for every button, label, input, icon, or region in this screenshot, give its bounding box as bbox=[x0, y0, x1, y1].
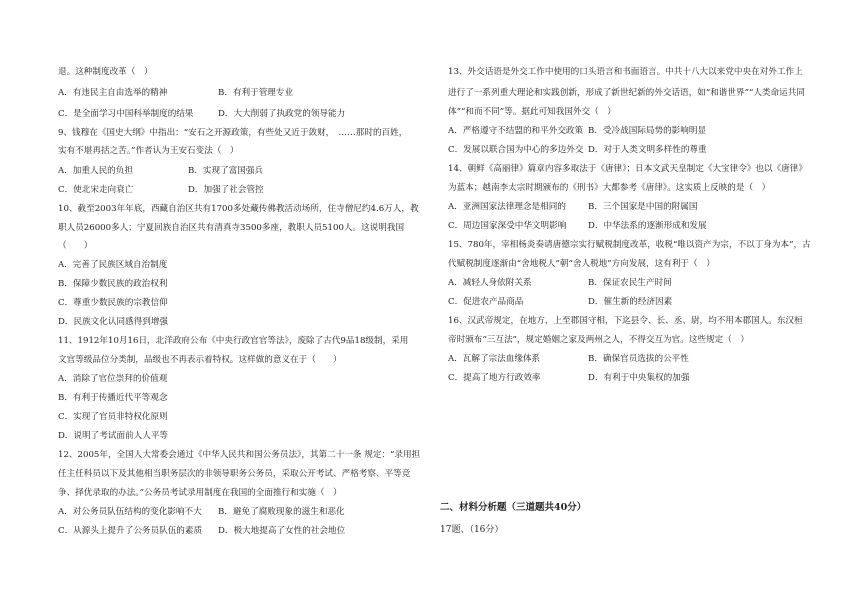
q10-option-c: C．尊重少数民族的宗教信仰 bbox=[58, 298, 168, 308]
q15-option-c: C．促进农产品商品 bbox=[448, 297, 524, 307]
q10-option-d: D．民族文化认同感得到增强 bbox=[58, 317, 169, 327]
q13-option-b: B．受冷战国际局势的影响明显 bbox=[588, 126, 707, 136]
q13-line-3: 体”“和而不同”等。据此可知我国外交（ ） bbox=[448, 107, 616, 117]
q15-option-d: D．催生新的经济因素 bbox=[588, 297, 673, 307]
q14-option-d: D．中华法系的逐渐形成和发展 bbox=[588, 221, 707, 231]
q12-option-c: C．从源头上提升了公务员队伍的素质 bbox=[58, 526, 203, 536]
q8-option-b: B．有利于管理专业 bbox=[218, 88, 294, 98]
q9-option-c: C．使北宋走向衰亡 bbox=[58, 185, 134, 195]
q11-option-c: C．实现了官员非特权化原则 bbox=[58, 412, 168, 422]
q13-option-c: C．发展以联合国为中心的多边外交 bbox=[448, 145, 584, 155]
q12-line-3: 争、择优录取的办法。”公务员考试录用制度在我国的全面推行和实施（ ） bbox=[58, 488, 342, 498]
q15-option-a: A．减轻人身依附关系 bbox=[448, 278, 532, 288]
q9-line-1: 9、钱穆在《国史大纲》中指出：“安石之开源政策，有些处又近于敛财， ……那时的百姓， bbox=[58, 128, 408, 138]
q8-option-a: A．有违民主自由选举的精神 bbox=[58, 88, 168, 98]
q12-line-1: 12、2005年，全国人大常委会通过《中华人民共和国公务员法》，其第二十一条 规定：“录用担 bbox=[58, 450, 421, 460]
q11-option-b: B．有利于传播近代平等观念 bbox=[58, 393, 168, 403]
q10-line-3: （ ） bbox=[58, 241, 93, 251]
q10-line-2: 职人员26000多人；宁夏回族自治区共有清真寺3500多座，教职人员5100人。这说明我国 bbox=[58, 223, 405, 233]
q16-option-a: A．瓦解了宗法血缘体系 bbox=[448, 354, 541, 364]
q9-option-b: B．实现了富国强兵 bbox=[188, 166, 264, 176]
q14-option-c: C．周边国家深受中华文明影响 bbox=[448, 221, 567, 231]
q16-option-d: D．有利于中央集权的加强 bbox=[588, 373, 690, 383]
q14-line-1: 14、朝鲜《高丽律》篇章内容多取法于《唐律》；日本文武天皇制定《大宝律令》也以《唐律》 bbox=[448, 164, 807, 174]
q11-line-2: 文官等级品位分类制，品级也不再表示着特权。这样做的意义在于（ ） bbox=[58, 355, 342, 365]
q9-option-a: A．加重人民的负担 bbox=[58, 166, 133, 176]
q14-line-2: 为蓝本；越南李太宗时期颁布的《刑书》大都参考《唐律》。这实质上反映的是（ ） bbox=[448, 183, 771, 193]
q16-line-2: 帝时颁布“三互法”，规定婚姻之家及两州之人，不得交互为官。这些规定（ ） bbox=[448, 335, 749, 345]
q11-line-1: 11、1912年10月16日，北洋政府公布《中央行政官官等法》，废除了古代9品18级制，采用 bbox=[58, 336, 409, 346]
q15-line-1: 15、780年，宰相杨炎奏请唐德宗实行赋税制度改革，收税“唯以资产为宗，不以丁身为本”，古 bbox=[448, 240, 811, 250]
q13-option-a: A．严格遵守不结盟的和平外交政策 bbox=[448, 126, 584, 136]
q12-option-d: D．极大地提高了女性的社会地位 bbox=[218, 526, 346, 536]
q11-option-a: A．消除了官位崇拜的价值观 bbox=[58, 374, 168, 384]
q8-option-c: C．是全面学习中国科举制度的结果 bbox=[58, 109, 194, 119]
q14-option-b: B．三个国家是中国的附属国 bbox=[588, 202, 698, 212]
q14-option-a: A．亚洲国家法律理念是相同的 bbox=[448, 202, 566, 212]
q16-line-1: 16、汉武帝规定，在地方，上至郡国守相，下迄县令、长、丞、尉，均不用本郡国人。东汉桓 bbox=[448, 316, 803, 326]
q10-option-b: B．保障少数民族的政治权利 bbox=[58, 279, 168, 289]
q11-option-d: D．说明了考试面前人人平等 bbox=[58, 431, 169, 441]
q12-option-a: A．对公务员队伍结构的变化影响不大 bbox=[58, 507, 202, 517]
q15-line-2: 代赋税制度逐渐由“舍地税人”朝“舍人税地”方向发展，这有利于（ ） bbox=[448, 259, 715, 269]
q15-option-b: B．保证农民生产时间 bbox=[588, 278, 672, 288]
q12-line-2: 任主任科员以下及其他相当职务层次的非领导职务公务员，采取公开考试、严格考察、平等竞 bbox=[58, 469, 411, 479]
q13-line-2: 进行了一系列重大理论和实践创新，形成了新世纪新的外交话语，如“和谐世界”“人类命运共同 bbox=[448, 88, 805, 98]
q9-line-2: 实有不堪再括之苦。”作者认为王安石变法（ ） bbox=[58, 146, 239, 156]
q9-option-d: D．加强了社会管控 bbox=[188, 185, 264, 195]
q10-option-a: A．完善了民族区域自治制度 bbox=[58, 260, 168, 270]
q13-line-1: 13、外交话语是外交工作中使用的口头语言和书面语言。中共十八大以来党中央在对外工作上 bbox=[448, 67, 803, 77]
q16-option-b: B．确保官员选拔的公平性 bbox=[588, 354, 689, 364]
q10-line-1: 10、截至2003年年底，西藏自治区共有1700多处藏传佛教活动场所，住寺僧尼约4.6万人，教 bbox=[58, 204, 419, 214]
q12-option-b: B．避免了腐败现象的滋生和恶化 bbox=[218, 507, 345, 517]
q17-heading: 17题、（16分） bbox=[440, 525, 504, 535]
section-heading-material-analysis: 二、材料分析题（三道题共40分） bbox=[440, 502, 587, 513]
q8-stem: 退。这种制度改革（ ） bbox=[58, 67, 153, 77]
q16-option-c: C．提高了地方行政效率 bbox=[448, 373, 541, 383]
q8-option-d: D．大大削弱了执政党的领导能力 bbox=[218, 109, 346, 119]
q13-option-d: D．对于人类文明多样性的尊重 bbox=[588, 145, 707, 155]
